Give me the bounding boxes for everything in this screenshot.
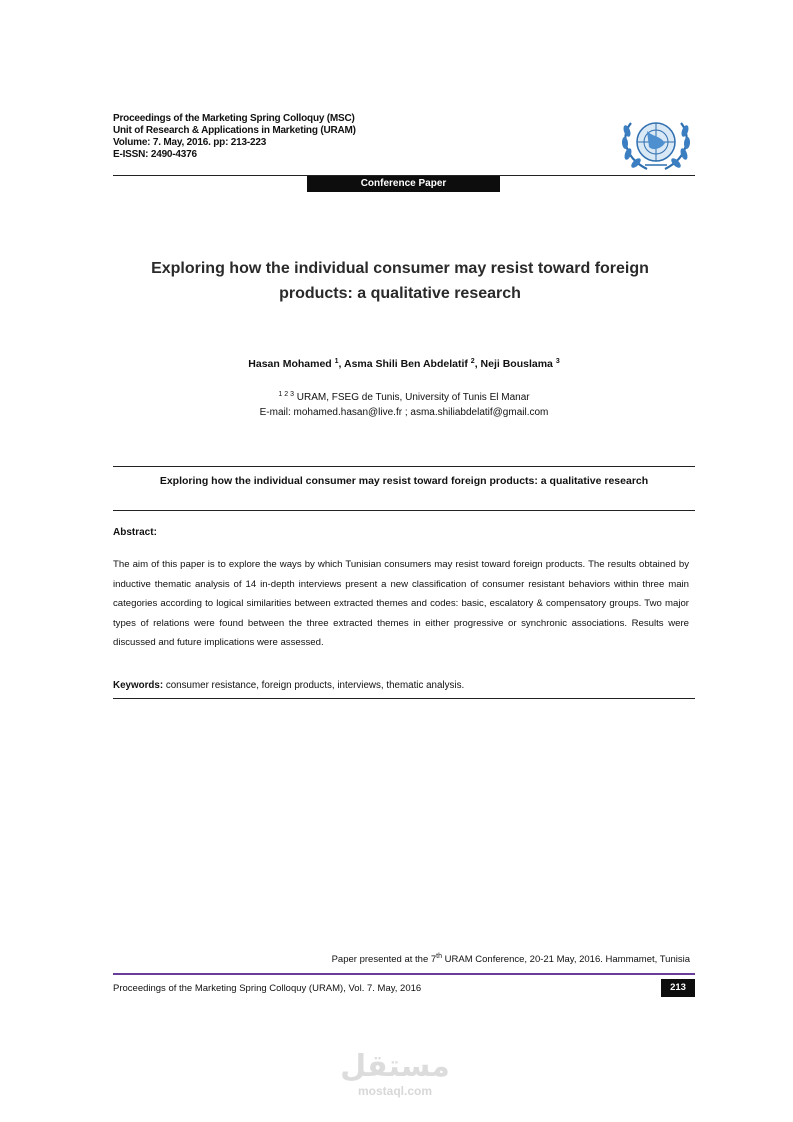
page-number-badge: 213 xyxy=(661,979,695,997)
keywords-label: Keywords: xyxy=(113,680,164,691)
affiliation-text: URAM, FSEG de Tunis, University of Tunis El Manar xyxy=(293,392,530,403)
watermark-latin: mostaql.com xyxy=(357,1084,432,1098)
author-3-affil: 3 xyxy=(555,358,560,365)
presented-text-post: URAM Conference, 20-21 May, 2016. Hammamet, Tunisia xyxy=(442,954,690,965)
affiliation-line xyxy=(113,390,695,405)
author-2: , Asma Shili Ben Abdelatif xyxy=(338,358,471,370)
abstract-body: The aim of this paper is to explore the ways by which Tunisian consumers may resist toward foreign products. The results obtained by inductive thematic analysis of 14 in-depth interviews present a new classification of consumer resistant behaviors within three main categories according to logical similarities between extracted themes and codes: basic, escalatory & compensatory groups. Two major types of relations were found between the three extracted themes in either progressive or synchronic associations. Results were discussed and future implications were assessed. xyxy=(113,559,689,649)
abstract-heading: Abstract: xyxy=(113,527,157,538)
un-wreath-globe-logo xyxy=(617,113,695,173)
keywords-text: consumer resistance, foreign products, interviews, thematic analysis. xyxy=(163,680,465,691)
author-1-affil: 1 xyxy=(334,358,339,365)
keywords-line xyxy=(113,680,464,691)
affiliation-markers: 1 2 3 xyxy=(278,391,294,398)
abstract-box-mid-rule xyxy=(113,510,695,511)
watermark-arabic: مستقل xyxy=(340,1049,450,1084)
paper-title-line-2: products: a qualitative research xyxy=(279,285,521,302)
presented-ordinal: th xyxy=(436,953,443,960)
author-2-affil: 2 xyxy=(470,358,475,365)
footer-rule xyxy=(113,973,695,975)
paper-title-line-1: Exploring how the individual consumer may resist toward foreign xyxy=(151,260,649,277)
abstract-box-title: Exploring how the individual consumer may resist toward foreign products: a qualitative research xyxy=(159,475,649,487)
author-1: Hasan Mohamed xyxy=(248,358,335,370)
journal-unit: Unit of Research & Applications in Marketing (URAM) xyxy=(113,125,356,136)
mostaql-watermark xyxy=(340,1050,450,1102)
journal-header xyxy=(113,113,493,161)
email-line: E-mail: mohamed.hasan@live.fr ; asma.shiliabdelatif@gmail.com xyxy=(259,407,549,418)
journal-name: Proceedings of the Marketing Spring Colloquy (MSC) xyxy=(113,113,355,124)
author-3: , Neji Bouslama xyxy=(474,358,556,370)
affiliation-block xyxy=(113,390,695,420)
paper-title xyxy=(120,256,680,306)
footer-proceedings: Proceedings of the Marketing Spring Colloquy (URAM), Vol. 7. May, 2016 xyxy=(113,983,422,994)
author-list xyxy=(113,358,695,370)
presented-note xyxy=(113,954,690,965)
journal-issn: E-ISSN: 2490-4376 xyxy=(113,149,197,160)
abstract-box-bottom-rule xyxy=(113,698,695,699)
journal-volume: Volume: 7. May, 2016. pp: 213-223 xyxy=(113,137,267,148)
presented-text-pre: Paper presented at the 7 xyxy=(331,954,437,965)
abstract-box-top-rule xyxy=(113,466,695,467)
conference-paper-badge: Conference Paper xyxy=(307,176,500,192)
